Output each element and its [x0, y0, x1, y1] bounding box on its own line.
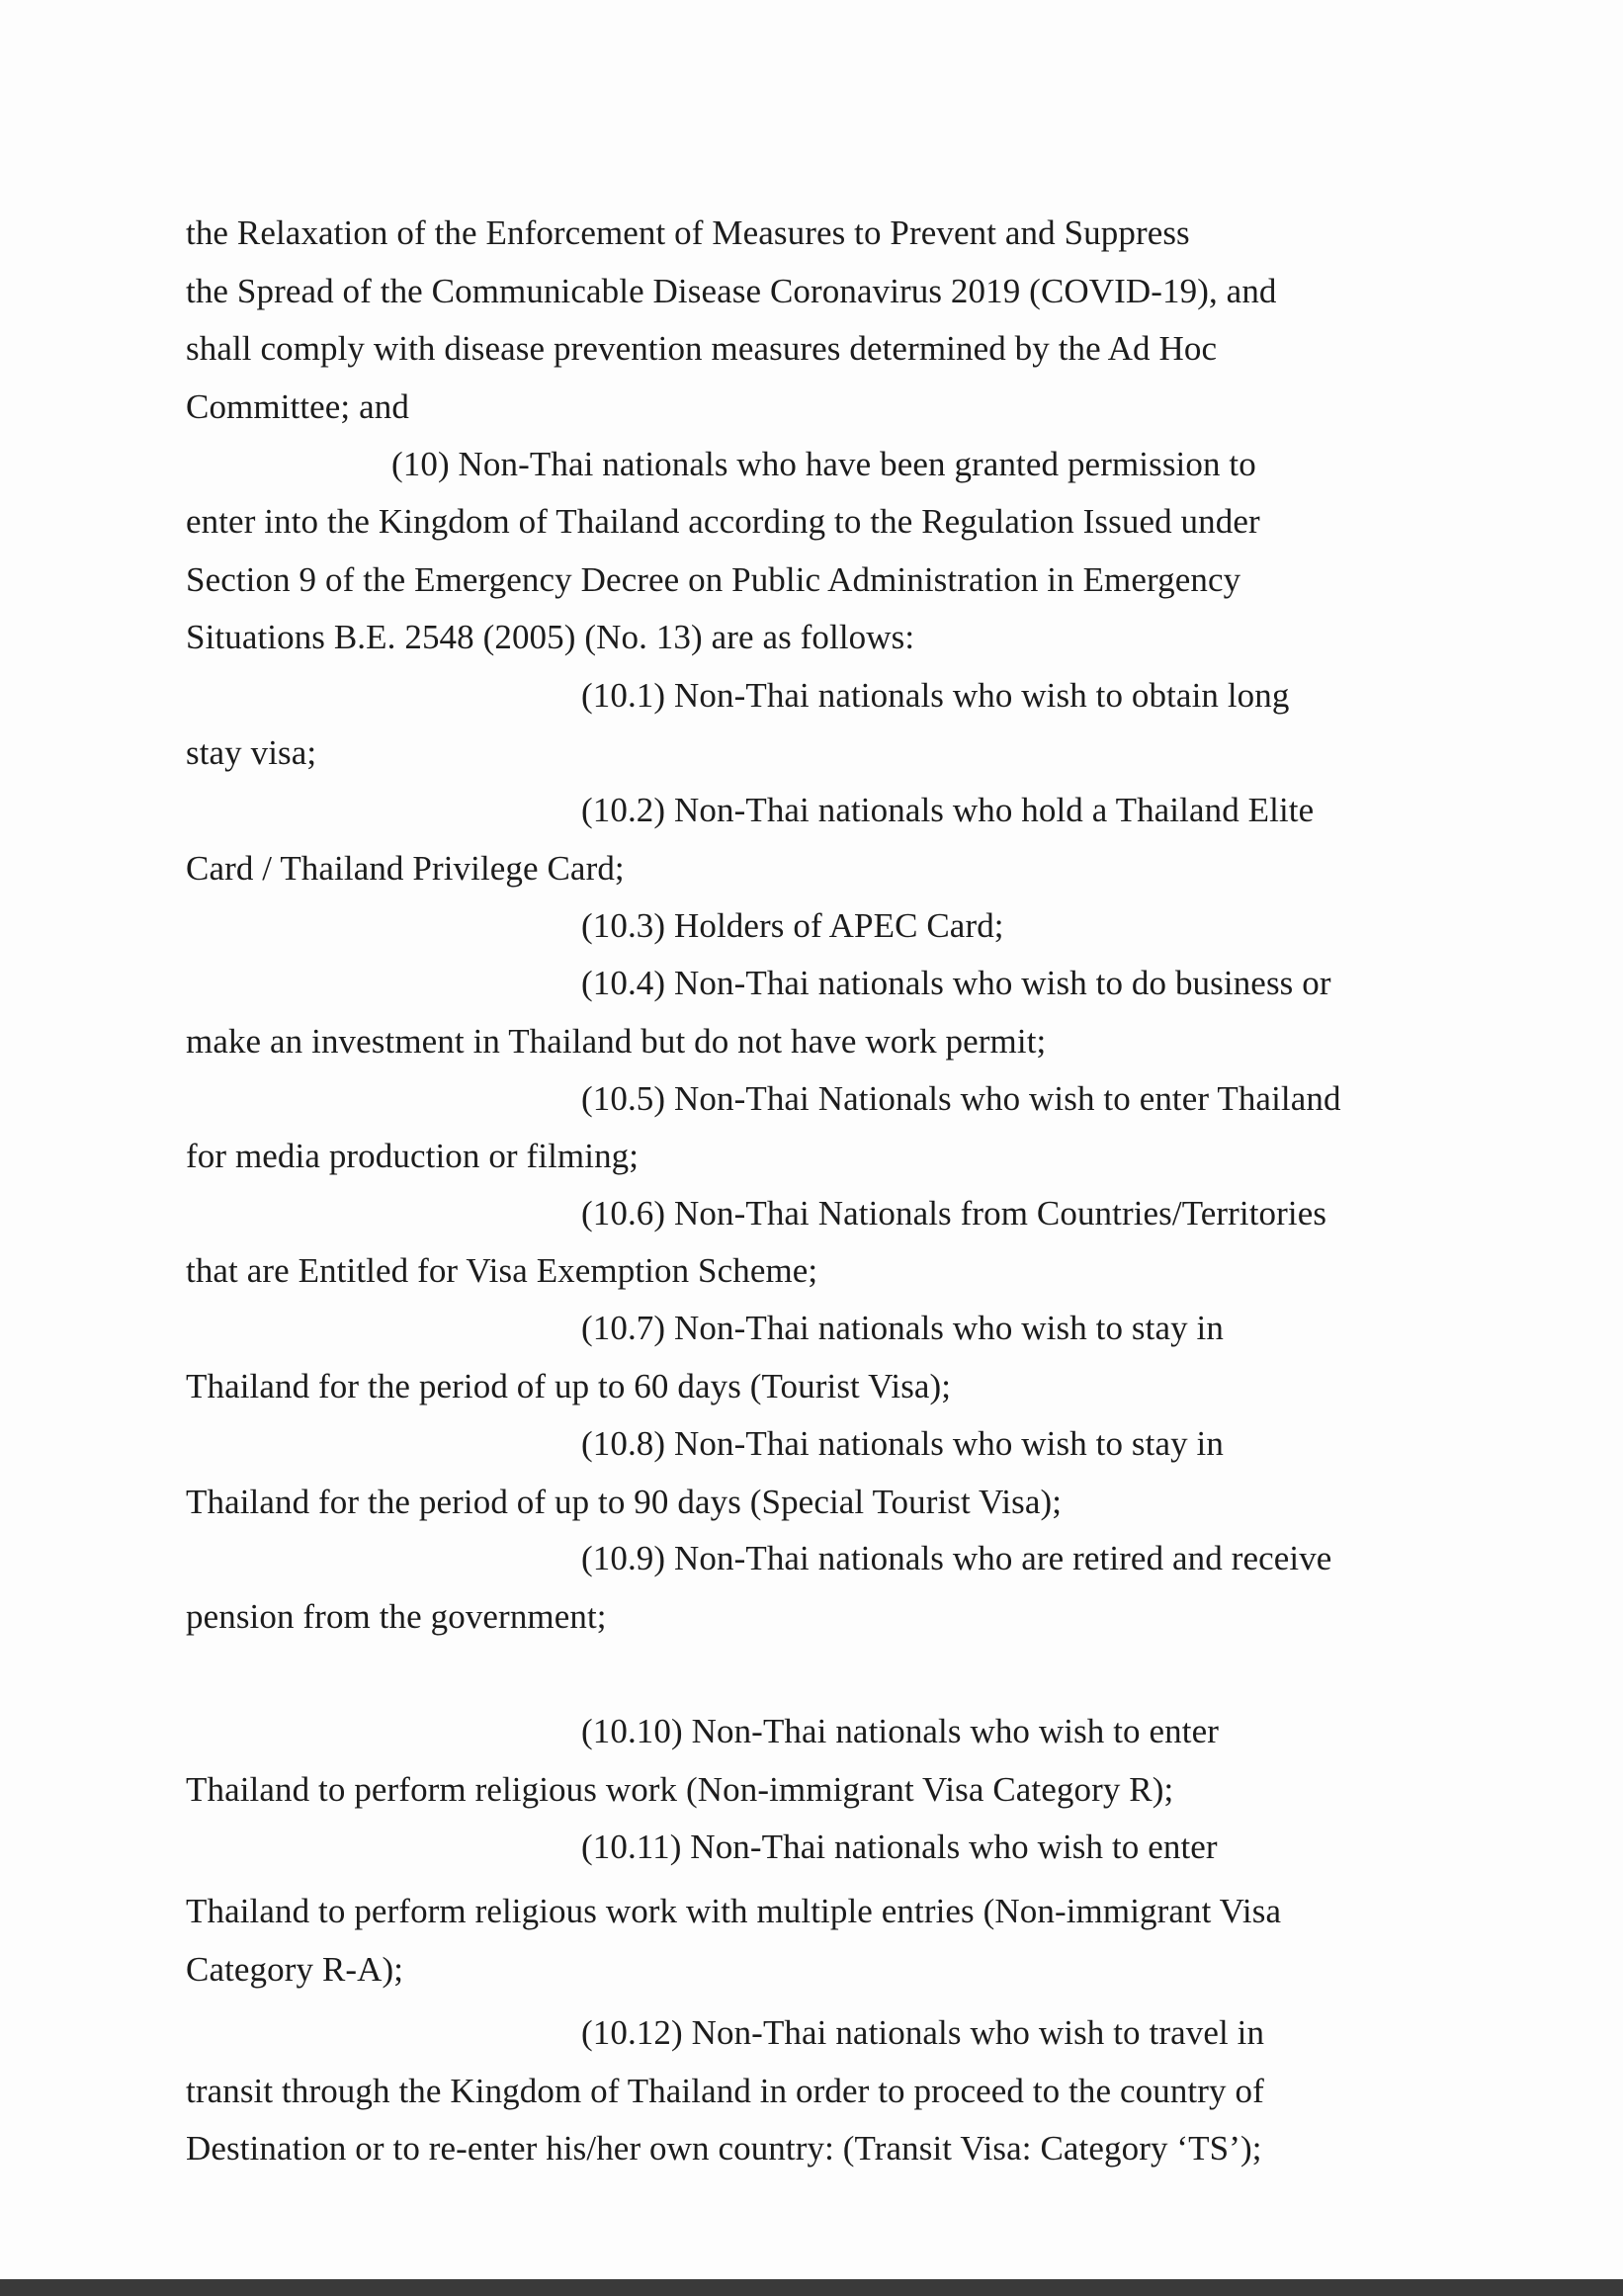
text-line: Thailand for the period of up to 60 days (Tourist Visa);: [186, 1367, 952, 1405]
text-line: that are Entitled for Visa Exemption Scheme;: [186, 1251, 818, 1290]
subitem-10-5: (10.5) Non-Thai Nationals who wish to enter Thailand: [581, 1079, 1341, 1118]
scan-bottom-edge: [0, 2279, 1623, 2296]
subitem-10-1: (10.1) Non-Thai nationals who wish to obtain long: [581, 676, 1290, 715]
subitem-10-3: (10.3) Holders of APEC Card;: [581, 906, 1004, 945]
subitem-10-10: (10.10) Non-Thai nationals who wish to enter: [581, 1712, 1219, 1750]
item-10-heading: (10) Non-Thai nationals who have been granted permission to: [391, 445, 1256, 483]
text-line: enter into the Kingdom of Thailand according to the Regulation Issued under: [186, 502, 1260, 541]
text-line: stay visa;: [186, 733, 317, 772]
text-line: make an investment in Thailand but do not have work permit;: [186, 1022, 1047, 1061]
text-line: transit through the Kingdom of Thailand in order to proceed to the country of: [186, 2072, 1264, 2110]
subitem-10-12: (10.12) Non-Thai nationals who wish to travel in: [581, 2013, 1265, 2052]
subitem-10-8: (10.8) Non-Thai nationals who wish to stay in: [581, 1424, 1224, 1463]
text-line: Committee; and: [186, 387, 409, 426]
text-line: Section 9 of the Emergency Decree on Public Administration in Emergency: [186, 560, 1241, 599]
text-line: Card / Thailand Privilege Card;: [186, 849, 625, 888]
text-line: the Relaxation of the Enforcement of Measures to Prevent and Suppress: [186, 213, 1190, 252]
subitem-10-9: (10.9) Non-Thai nationals who are retired and receive: [581, 1539, 1332, 1577]
text-line: the Spread of the Communicable Disease Coronavirus 2019 (COVID-19), and: [186, 272, 1277, 310]
text-line: for media production or filming;: [186, 1137, 640, 1175]
text-line: Thailand to perform religious work with multiple entries (Non-immigrant Visa: [186, 1892, 1282, 1930]
subitem-10-6: (10.6) Non-Thai Nationals from Countries/Territories: [581, 1194, 1327, 1233]
subitem-10-2: (10.2) Non-Thai nationals who hold a Thailand Elite: [581, 791, 1315, 829]
text-line: Destination or to re-enter his/her own country: (Transit Visa: Category ‘TS’);: [186, 2129, 1262, 2168]
text-line: Situations B.E. 2548 (2005) (No. 13) are as follows:: [186, 618, 915, 656]
subitem-10-4: (10.4) Non-Thai nationals who wish to do business or: [581, 964, 1331, 1002]
text-line: Category R-A);: [186, 1950, 404, 1989]
subitem-10-11: (10.11) Non-Thai nationals who wish to enter: [581, 1828, 1218, 1866]
subitem-10-7: (10.7) Non-Thai nationals who wish to stay in: [581, 1309, 1224, 1347]
text-line: Thailand to perform religious work (Non-immigrant Visa Category R);: [186, 1770, 1174, 1809]
text-line: pension from the government;: [186, 1597, 607, 1636]
text-line: Thailand for the period of up to 90 days (Special Tourist Visa);: [186, 1483, 1063, 1521]
text-line: shall comply with disease prevention measures determined by the Ad Hoc: [186, 329, 1218, 368]
